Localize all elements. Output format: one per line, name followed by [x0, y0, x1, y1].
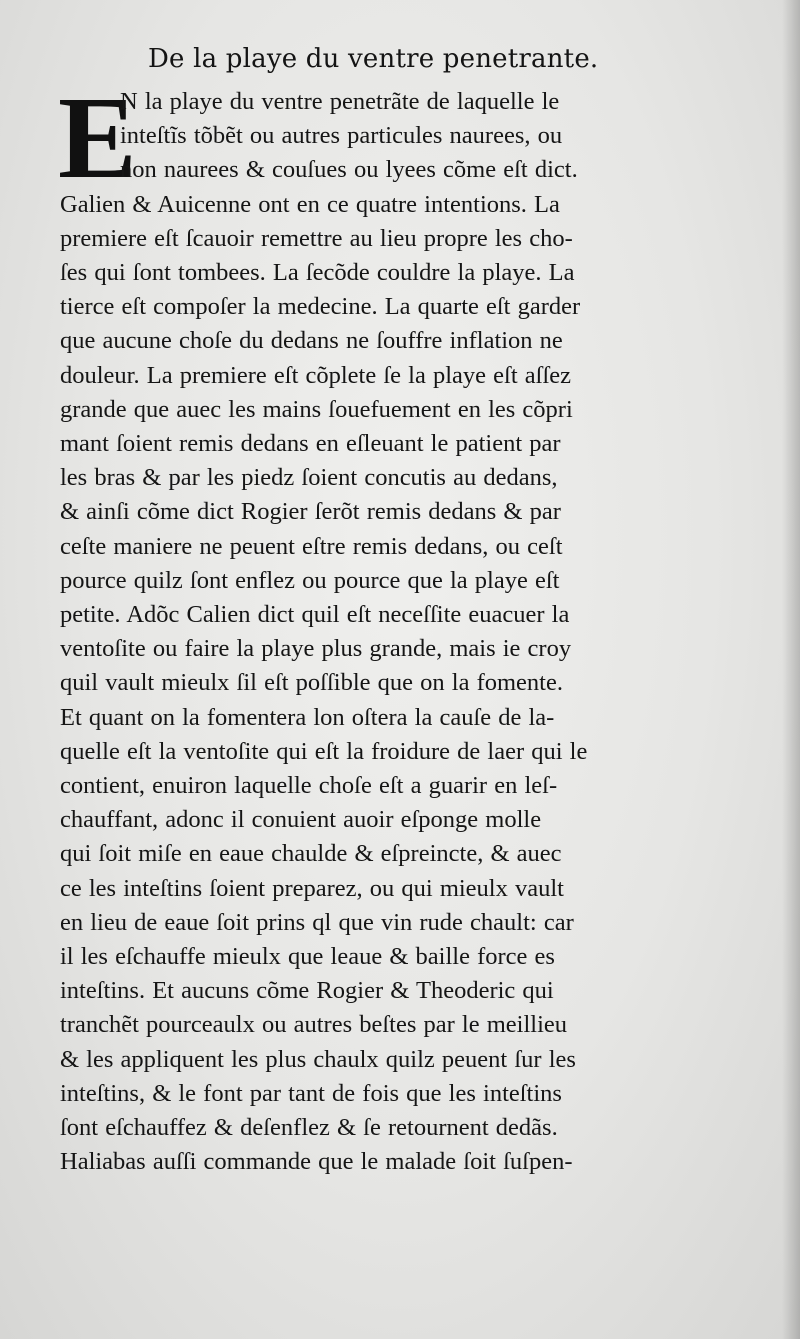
text-line: Et quant on la fomentera lon oſtera la cauſe de la- [60, 703, 555, 731]
text-line: chauffant, adonc il conuient auoir eſponge molle [60, 806, 542, 834]
text-line: pource quilz ſont enflez ou pource que la playe eſt [60, 566, 560, 594]
text-line: N la playe du ventre penetrãte de laquelle le [120, 88, 560, 115]
text-line: douleur. La premiere eſt cõplete ſe la playe eſt aſſez [60, 361, 571, 389]
text-line: ce les inteſtins ſoient preparez, ou qui mieulx vault [60, 874, 564, 902]
text-line: & les appliquent les plus chaulx quilz peuent ſur les [60, 1045, 576, 1073]
text-line: ventoſite ou faire la playe plus grande, mais ie croy [60, 635, 572, 663]
text-line: inteſtins, & le font par tant de fois que les inteſtins [60, 1079, 562, 1107]
text-line: inteſtĩs tõbẽt ou autres particules naurees, ou [120, 122, 563, 150]
text-line: que aucune choſe du dedans ne ſouffre inflation ne [60, 327, 563, 355]
drop-cap-letter: E [58, 72, 137, 203]
text-line: qui ſoit miſe en eaue chaulde & eſpreincte, & auec [60, 840, 562, 868]
text-line: il les eſchauffe mieulx que leaue & baille force es [60, 943, 555, 970]
text-line: grande que auec les mains ſouefuement en les cõpri [60, 395, 573, 423]
text-line: tierce eſt compoſer la medecine. La quarte eſt garder [60, 293, 581, 321]
text-line: premiere eſt ſcauoir remettre au lieu propre les cho- [60, 224, 573, 252]
text-line: quelle eſt la ventoſite qui eſt la froidure de laer qui le [60, 737, 588, 765]
text-line: mant ſoient remis dedans en eſleuant le patient par [60, 430, 561, 457]
text-line: les bras & par les piedz ſoient concutis au dedans, [60, 464, 558, 492]
page-heading: De la playe du ventre penetrante. [148, 44, 599, 74]
text-line: & ainſi cõme dict Rogier ſerõt remis dedans & par [60, 498, 561, 526]
text-line: Galien & Auicenne ont en ce quatre intentions. La [60, 190, 560, 218]
text-line: petite. Adõc Calien dict quil eſt neceſſite euacuer la [60, 601, 570, 628]
text-line: ceſte maniere ne peuent eſtre remis dedans, ou ceſt [60, 532, 563, 560]
text-line: tranchẽt pourceaulx ou autres beſtes par le meillieu [60, 1011, 568, 1039]
text-line: ſont eſchauffez & deſenflez & ſe retournent dedãs. [60, 1114, 558, 1141]
text-line: inteſtins. Et aucuns cõme Rogier & Theoderic qui [60, 977, 554, 1005]
text-line: contient, enuiron laquelle choſe eſt a guarir en leſ- [60, 772, 558, 799]
text-line: Haliabas auſſi commande que le malade ſoit ſuſpen- [60, 1148, 573, 1176]
text-line: quil vault mieulx ſil eſt poſſible que on la fomente. [60, 669, 563, 697]
text-line: en lieu de eaue ſoit prins ql que vin rude chault: car [60, 908, 574, 936]
text-line: non naurees & couſues ou lyees cõme eſt dict. [120, 156, 578, 184]
text-line: ſes qui ſont tombees. La ſecõde couldre la playe. La [60, 259, 575, 286]
